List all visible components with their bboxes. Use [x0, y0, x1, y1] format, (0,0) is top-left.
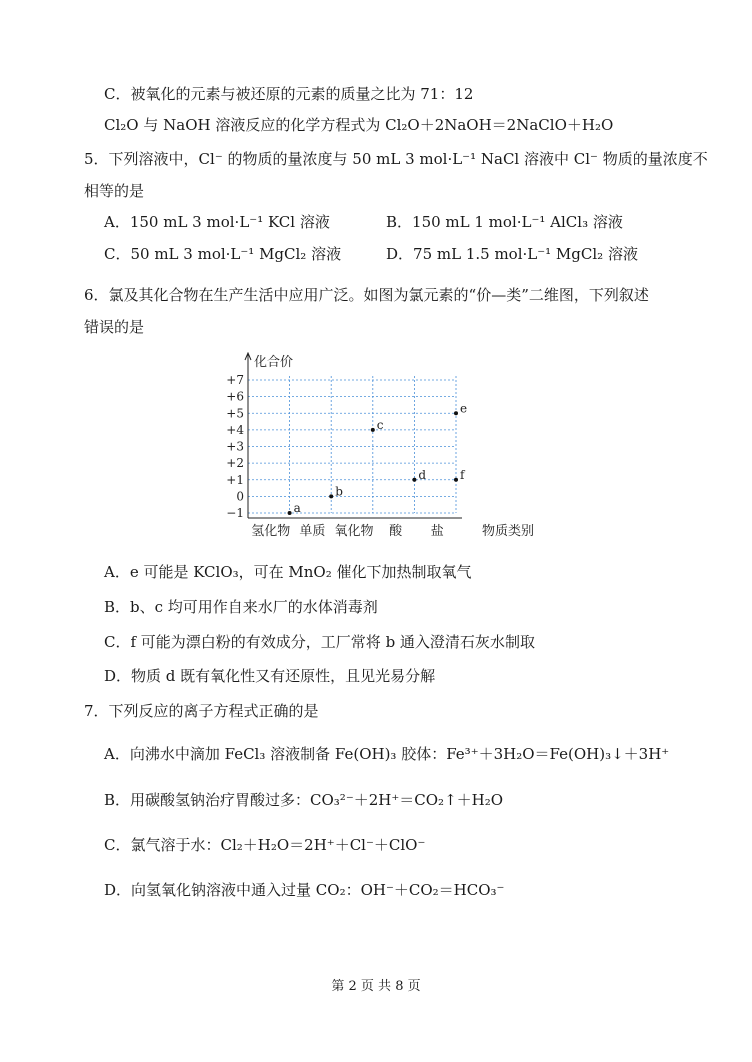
- q6-stem-line1: 6．氯及其化合物在生产生活中应用广泛。如图为氯元素的“价—类”二维图，下列叙述: [84, 286, 649, 304]
- q4-option-c: C．被氧化的元素与被还原的元素的质量之比为 71：12: [104, 85, 474, 103]
- y-tick-label: 0: [236, 489, 244, 504]
- y-tick-label: +3: [226, 439, 244, 454]
- q6-option-b: B．b、c 均可用作自来水厂的水体消毒剂: [104, 598, 378, 616]
- data-point-c: [371, 428, 375, 432]
- y-tick-label: +7: [226, 373, 244, 387]
- chart-x-label: 物质类别: [482, 524, 535, 539]
- x-category-label: 酸: [389, 524, 403, 539]
- q4-option-d: [104, 115, 613, 135]
- q7-option-b: B．用碳酸氢钠治疗胃酸过多：CO₃²⁻＋2H⁺＝CO₂↑＋H₂O: [104, 791, 504, 809]
- x-category-label: 单质: [299, 524, 326, 539]
- x-category-label: 氧化物: [334, 524, 374, 539]
- q5-option-a: A．150 mL 3 mol·L⁻¹ KCl 溶液: [104, 213, 330, 231]
- data-point-label-b: b: [335, 484, 343, 499]
- data-point-label-e: e: [460, 401, 468, 416]
- chart-axes: [245, 353, 462, 518]
- y-tick-label: +6: [226, 389, 244, 404]
- data-point-e: [454, 411, 458, 415]
- valence-class-chart: [220, 352, 540, 542]
- data-point-a: [288, 511, 292, 515]
- chart-points: [288, 401, 468, 515]
- q5-option-d: D．75 mL 1.5 mol·L⁻¹ MgCl₂ 溶液: [386, 245, 638, 263]
- data-point-f: [454, 478, 458, 482]
- y-tick-label: −1: [226, 506, 244, 520]
- q7-stem: 7．下列反应的离子方程式正确的是: [84, 702, 319, 720]
- q5-option-b: B．150 mL 1 mol·L⁻¹ AlCl₃ 溶液: [386, 213, 623, 231]
- data-point-b: [329, 494, 333, 498]
- y-tick-label: +5: [226, 406, 244, 421]
- x-category-label: 盐: [430, 524, 444, 539]
- q6-option-a: A．e 可能是 KClO₃，可在 MnO₂ 催化下加热制取氧气: [104, 563, 472, 581]
- chart-grid: [248, 376, 456, 513]
- q5-option-c: C．50 mL 3 mol·L⁻¹ MgCl₂ 溶液: [104, 245, 342, 263]
- y-tick-label: +4: [226, 422, 244, 437]
- q7-option-a: A．向沸水中滴加 FeCl₃ 溶液制备 Fe(OH)₃ 胶体：Fe³⁺＋3H₂O＝Fe(OH)₃↓＋3H⁺: [104, 745, 670, 763]
- data-point-label-a: a: [293, 501, 301, 515]
- q6-stem-line2: 错误的是: [84, 318, 145, 336]
- x-category-label: 氢化物: [251, 524, 291, 539]
- y-tick-label: +2: [226, 456, 244, 471]
- q7-option-d: D．向氢氧化钠溶液中通入过量 CO₂：OH⁻＋CO₂＝HCO₃⁻: [104, 881, 505, 899]
- data-point-label-d: d: [418, 467, 427, 482]
- chart-y-label: 化合价: [254, 355, 294, 370]
- q4-option-d-text: Cl₂O 与 NaOH 溶液反应的化学方程式为 Cl₂O＋2NaOH＝2NaClO＋H₂O: [104, 116, 614, 134]
- q7-option-c: C．氯气溶于水：Cl₂＋H₂O＝2H⁺＋Cl⁻＋ClO⁻: [104, 836, 426, 854]
- data-point-d: [412, 478, 416, 482]
- q6-option-c: C．f 可能为漂白粉的有效成分，工厂常将 b 通入澄清石灰水制取: [104, 633, 535, 651]
- q6-option-d: D．物质 d 既有氧化性又有还原性，且见光易分解: [104, 667, 436, 685]
- chart-ticks: [226, 373, 443, 539]
- page-footer: 第 2 页 共 8 页: [331, 979, 421, 994]
- y-tick-label: +1: [226, 472, 244, 487]
- q5-stem-line1: 5．下列溶液中，Cl⁻ 的物质的量浓度与 50 mL 3 mol·L⁻¹ NaCl 溶液中 Cl⁻ 物质的量浓度不: [84, 150, 708, 168]
- data-point-label-f: f: [460, 467, 465, 482]
- q5-stem-line2: 相等的是: [84, 182, 145, 200]
- data-point-label-c: c: [376, 417, 384, 432]
